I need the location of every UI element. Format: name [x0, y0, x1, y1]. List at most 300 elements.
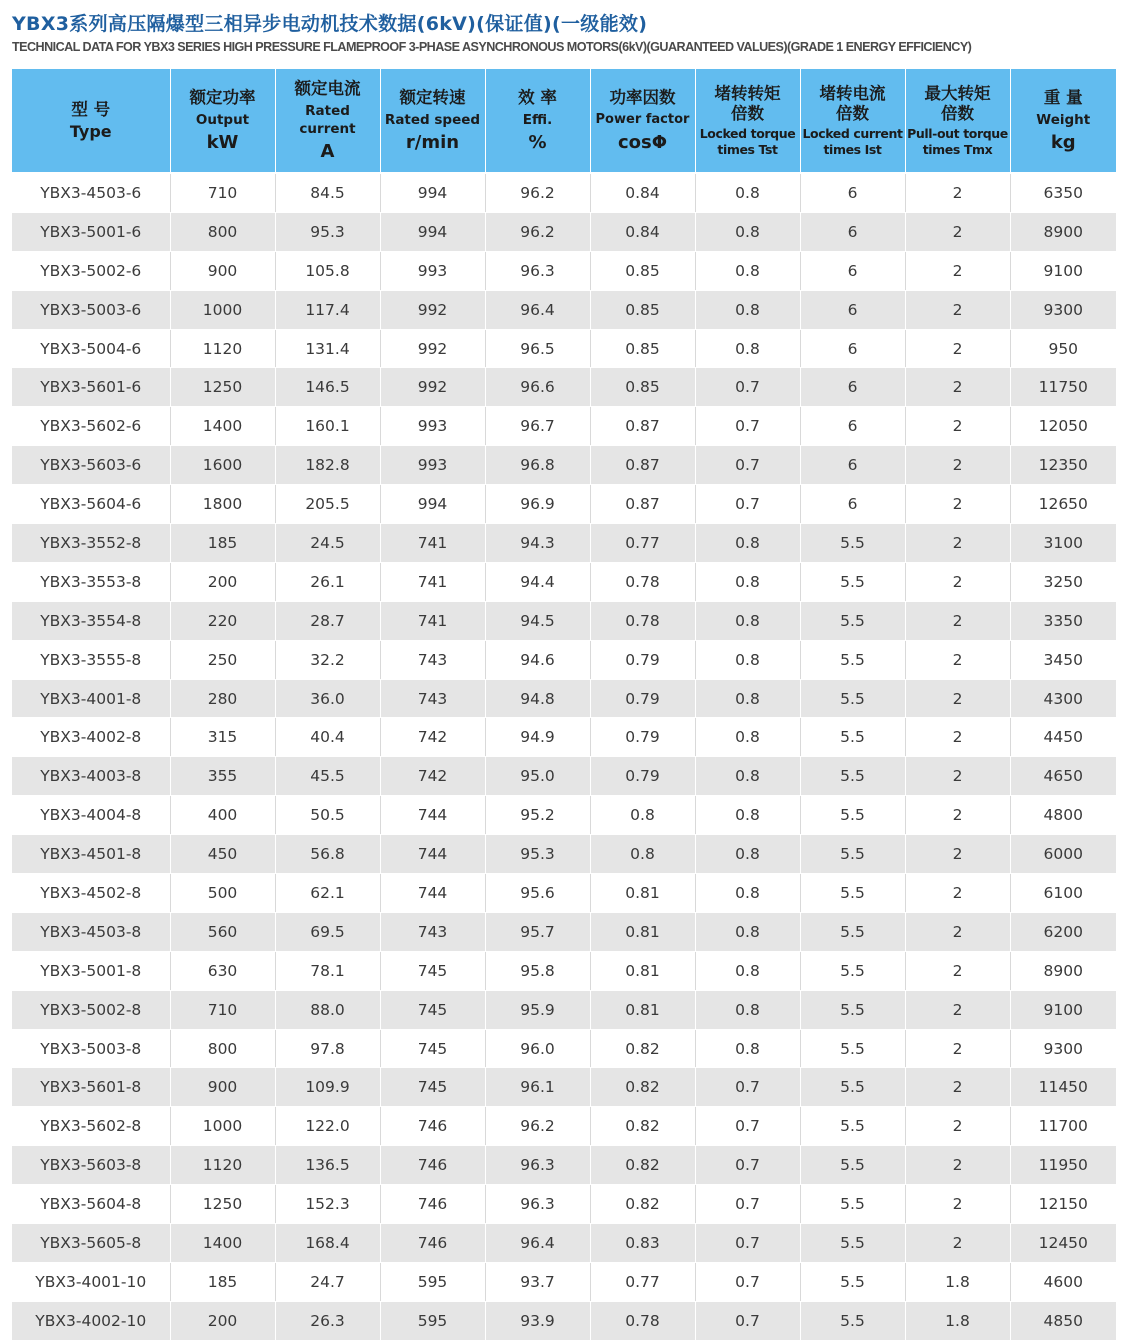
cell-rated-current: 69.5 [275, 912, 380, 951]
cell-weight: 12450 [1010, 1224, 1116, 1263]
cell-type: YBX3-3553-8 [12, 562, 170, 601]
cell-rated-current: 105.8 [275, 251, 380, 290]
cell-locked-torque: 0.7 [695, 446, 800, 485]
cell-weight: 12050 [1010, 407, 1116, 446]
table-row [12, 212, 1116, 251]
page-title: YBX3系列高压隔爆型三相异步电动机技术数据(6kV)(保证值)(一级能效) [12, 13, 648, 35]
cell-pullout-torque: 2 [905, 329, 1010, 368]
cell-rated-speed: 744 [380, 874, 485, 913]
cell-power-factor: 0.82 [590, 1185, 695, 1224]
column-header-en: Locked torque times Tst [699, 125, 796, 157]
column-header-rated-current [275, 69, 380, 173]
table-row [12, 1068, 1116, 1107]
cell-locked-current: 6 [800, 173, 905, 212]
cell-weight: 8900 [1010, 212, 1116, 251]
cell-rated-current: 56.8 [275, 835, 380, 874]
table-row [12, 562, 1116, 601]
cell-pullout-torque: 2 [905, 990, 1010, 1029]
cell-rated-speed: 993 [380, 407, 485, 446]
cell-weight: 9300 [1010, 1029, 1116, 1068]
cell-rated-current: 131.4 [275, 329, 380, 368]
cell-locked-torque: 0.7 [695, 1068, 800, 1107]
table-row [12, 912, 1116, 951]
table-row [12, 796, 1116, 835]
cell-power-factor: 0.81 [590, 951, 695, 990]
cell-efficiency: 94.5 [485, 601, 590, 640]
cell-power-factor: 0.85 [590, 368, 695, 407]
cell-efficiency: 94.6 [485, 640, 590, 679]
cell-pullout-torque: 2 [905, 251, 1010, 290]
cell-rated-current: 117.4 [275, 290, 380, 329]
cell-weight: 4450 [1010, 718, 1116, 757]
cell-locked-torque: 0.8 [695, 679, 800, 718]
cell-efficiency: 96.7 [485, 407, 590, 446]
column-header-locked-torque [695, 69, 800, 173]
cell-efficiency: 95.0 [485, 757, 590, 796]
cell-pullout-torque: 2 [905, 1146, 1010, 1185]
cell-rated-speed: 746 [380, 1224, 485, 1263]
cell-rated-speed: 743 [380, 640, 485, 679]
cell-output: 185 [170, 1262, 275, 1301]
column-header-cn: 堵转转矩倍数 [714, 83, 781, 123]
cell-locked-current: 5.5 [800, 1146, 905, 1185]
cell-output: 220 [170, 601, 275, 640]
cell-locked-torque: 0.8 [695, 1029, 800, 1068]
table-row [12, 1301, 1116, 1340]
cell-type: YBX3-4503-8 [12, 912, 170, 951]
cell-locked-current: 5.5 [800, 1107, 905, 1146]
cell-output: 560 [170, 912, 275, 951]
cell-rated-current: 36.0 [275, 679, 380, 718]
cell-efficiency: 96.2 [485, 1107, 590, 1146]
cell-power-factor: 0.78 [590, 562, 695, 601]
column-header-en: Type [69, 122, 112, 141]
cell-weight: 3250 [1010, 562, 1116, 601]
cell-locked-torque: 0.8 [695, 990, 800, 1029]
cell-rated-current: 40.4 [275, 718, 380, 757]
cell-rated-current: 122.0 [275, 1107, 380, 1146]
column-header-cn: 额定功率 [189, 87, 256, 107]
cell-rated-speed: 741 [380, 601, 485, 640]
cell-weight: 9100 [1010, 990, 1116, 1029]
cell-efficiency: 96.4 [485, 1224, 590, 1263]
cell-output: 315 [170, 718, 275, 757]
cell-efficiency: 96.9 [485, 485, 590, 524]
cell-efficiency: 95.6 [485, 874, 590, 913]
column-header-cn: 重 量 [1043, 87, 1083, 107]
column-header-cn: 功率因数 [609, 87, 676, 107]
cell-pullout-torque: 2 [905, 524, 1010, 563]
cell-pullout-torque: 2 [905, 485, 1010, 524]
cell-locked-torque: 0.8 [695, 562, 800, 601]
cell-pullout-torque: 2 [905, 874, 1010, 913]
cell-locked-torque: 0.8 [695, 718, 800, 757]
table-row [12, 290, 1116, 329]
cell-rated-current: 62.1 [275, 874, 380, 913]
cell-power-factor: 0.87 [590, 407, 695, 446]
cell-rated-speed: 994 [380, 173, 485, 212]
cell-pullout-torque: 2 [905, 1068, 1010, 1107]
cell-pullout-torque: 2 [905, 368, 1010, 407]
cell-output: 200 [170, 562, 275, 601]
cell-rated-speed: 746 [380, 1107, 485, 1146]
cell-output: 1400 [170, 1224, 275, 1263]
cell-type: YBX3-5002-6 [12, 251, 170, 290]
column-header-cn: 最大转矩倍数 [924, 83, 991, 123]
cell-locked-torque: 0.8 [695, 874, 800, 913]
cell-efficiency: 96.2 [485, 173, 590, 212]
cell-weight: 11700 [1010, 1107, 1116, 1146]
cell-rated-current: 78.1 [275, 951, 380, 990]
cell-efficiency: 93.7 [485, 1262, 590, 1301]
cell-pullout-torque: 1.8 [905, 1262, 1010, 1301]
column-header-en: Weight [1036, 111, 1091, 128]
cell-locked-current: 5.5 [800, 640, 905, 679]
cell-locked-current: 5.5 [800, 874, 905, 913]
cell-weight: 4850 [1010, 1301, 1116, 1340]
cell-pullout-torque: 2 [905, 446, 1010, 485]
cell-rated-speed: 742 [380, 757, 485, 796]
cell-locked-current: 6 [800, 290, 905, 329]
cell-power-factor: 0.79 [590, 757, 695, 796]
cell-power-factor: 0.82 [590, 1107, 695, 1146]
column-header-en: Output [195, 111, 250, 128]
cell-rated-current: 45.5 [275, 757, 380, 796]
cell-locked-current: 5.5 [800, 951, 905, 990]
cell-rated-current: 109.9 [275, 1068, 380, 1107]
cell-rated-current: 26.1 [275, 562, 380, 601]
cell-locked-torque: 0.8 [695, 524, 800, 563]
column-header-unit: A [320, 140, 335, 162]
cell-pullout-torque: 2 [905, 835, 1010, 874]
table-body [12, 173, 1116, 1340]
cell-power-factor: 0.81 [590, 874, 695, 913]
cell-power-factor: 0.87 [590, 446, 695, 485]
cell-rated-speed: 994 [380, 485, 485, 524]
cell-efficiency: 95.3 [485, 835, 590, 874]
cell-output: 1250 [170, 1185, 275, 1224]
table-row [12, 173, 1116, 212]
cell-power-factor: 0.77 [590, 524, 695, 563]
cell-weight: 9100 [1010, 251, 1116, 290]
cell-rated-speed: 746 [380, 1146, 485, 1185]
column-header-power-factor [590, 69, 695, 173]
cell-type: YBX3-5001-6 [12, 212, 170, 251]
column-header-cn: 效 率 [518, 87, 557, 107]
cell-weight: 11750 [1010, 368, 1116, 407]
cell-efficiency: 93.9 [485, 1301, 590, 1340]
cell-output: 400 [170, 796, 275, 835]
cell-rated-speed: 746 [380, 1185, 485, 1224]
cell-output: 800 [170, 1029, 275, 1068]
table-row [12, 835, 1116, 874]
cell-locked-current: 6 [800, 329, 905, 368]
cell-output: 250 [170, 640, 275, 679]
column-header-unit: kg [1050, 131, 1076, 153]
cell-locked-torque: 0.8 [695, 640, 800, 679]
cell-locked-current: 5.5 [800, 796, 905, 835]
cell-efficiency: 95.9 [485, 990, 590, 1029]
cell-efficiency: 95.8 [485, 951, 590, 990]
cell-efficiency: 96.6 [485, 368, 590, 407]
cell-output: 710 [170, 990, 275, 1029]
cell-locked-torque: 0.7 [695, 1146, 800, 1185]
cell-rated-speed: 745 [380, 1068, 485, 1107]
cell-weight: 12650 [1010, 485, 1116, 524]
cell-locked-torque: 0.8 [695, 757, 800, 796]
cell-type: YBX3-4502-8 [12, 874, 170, 913]
cell-rated-current: 97.8 [275, 1029, 380, 1068]
cell-rated-current: 205.5 [275, 485, 380, 524]
column-header-en: Locked current times Ist [802, 125, 903, 157]
cell-pullout-torque: 2 [905, 951, 1010, 990]
cell-locked-torque: 0.8 [695, 329, 800, 368]
cell-rated-speed: 742 [380, 718, 485, 757]
cell-locked-current: 6 [800, 212, 905, 251]
cell-output: 1250 [170, 368, 275, 407]
table-row [12, 640, 1116, 679]
cell-rated-current: 88.0 [275, 990, 380, 1029]
cell-type: YBX3-5001-8 [12, 951, 170, 990]
cell-output: 800 [170, 212, 275, 251]
column-header-cn: 型 号 [71, 100, 111, 119]
cell-power-factor: 0.85 [590, 290, 695, 329]
cell-type: YBX3-3554-8 [12, 601, 170, 640]
cell-weight: 4600 [1010, 1262, 1116, 1301]
column-header-en: Effi. [522, 111, 553, 128]
cell-weight: 8900 [1010, 951, 1116, 990]
cell-weight: 4300 [1010, 679, 1116, 718]
cell-rated-current: 160.1 [275, 407, 380, 446]
cell-weight: 4650 [1010, 757, 1116, 796]
cell-rated-speed: 745 [380, 1029, 485, 1068]
cell-rated-current: 28.7 [275, 601, 380, 640]
cell-locked-current: 6 [800, 251, 905, 290]
cell-type: YBX3-3552-8 [12, 524, 170, 563]
cell-power-factor: 0.81 [590, 990, 695, 1029]
cell-output: 710 [170, 173, 275, 212]
column-header-unit: kW [206, 131, 239, 153]
cell-pullout-torque: 2 [905, 1107, 1010, 1146]
cell-pullout-torque: 2 [905, 757, 1010, 796]
cell-locked-current: 5.5 [800, 679, 905, 718]
cell-power-factor: 0.87 [590, 485, 695, 524]
cell-weight: 6200 [1010, 912, 1116, 951]
cell-output: 200 [170, 1301, 275, 1340]
cell-locked-torque: 0.7 [695, 407, 800, 446]
cell-rated-speed: 741 [380, 524, 485, 563]
column-header-cn: 额定电流 [294, 78, 361, 98]
cell-rated-speed: 745 [380, 951, 485, 990]
cell-rated-current: 84.5 [275, 173, 380, 212]
cell-type: YBX3-4004-8 [12, 796, 170, 835]
cell-output: 450 [170, 835, 275, 874]
cell-locked-torque: 0.8 [695, 173, 800, 212]
cell-power-factor: 0.84 [590, 212, 695, 251]
cell-power-factor: 0.84 [590, 173, 695, 212]
cell-weight: 6000 [1010, 835, 1116, 874]
column-header-cn: 堵转电流倍数 [819, 83, 886, 123]
cell-output: 1000 [170, 1107, 275, 1146]
table-row [12, 1224, 1116, 1263]
column-header-output [170, 69, 275, 173]
table-row [12, 1185, 1116, 1224]
table-row [12, 757, 1116, 796]
table-row [12, 601, 1116, 640]
cell-output: 900 [170, 1068, 275, 1107]
cell-type: YBX3-5605-8 [12, 1224, 170, 1263]
cell-locked-current: 5.5 [800, 601, 905, 640]
cell-power-factor: 0.85 [590, 251, 695, 290]
cell-power-factor: 0.79 [590, 718, 695, 757]
cell-type: YBX3-5602-8 [12, 1107, 170, 1146]
cell-power-factor: 0.78 [590, 1301, 695, 1340]
page-subtitle: TECHNICAL DATA FOR YBX3 SERIES HIGH PRESSURE FLAMEPROOF 3-PHASE ASYNCHRONOUS MOTORS(6kV)(GUARANTEED VALUES)(GRADE 1 ENERGY EFFICIENCY) [12, 40, 972, 54]
cell-type: YBX3-5602-6 [12, 407, 170, 446]
cell-type: YBX3-5603-6 [12, 446, 170, 485]
column-header-en: Rated current [299, 102, 356, 137]
cell-type: YBX3-3555-8 [12, 640, 170, 679]
cell-efficiency: 96.8 [485, 446, 590, 485]
cell-power-factor: 0.82 [590, 1068, 695, 1107]
cell-rated-current: 24.5 [275, 524, 380, 563]
table-row [12, 446, 1116, 485]
cell-pullout-torque: 2 [905, 1224, 1010, 1263]
column-header-cn: 额定转速 [399, 87, 466, 107]
cell-locked-current: 5.5 [800, 1224, 905, 1263]
cell-locked-torque: 0.7 [695, 1262, 800, 1301]
column-header-unit: r/min [405, 131, 460, 153]
cell-pullout-torque: 2 [905, 640, 1010, 679]
cell-type: YBX3-5003-8 [12, 1029, 170, 1068]
cell-locked-current: 6 [800, 407, 905, 446]
cell-efficiency: 96.5 [485, 329, 590, 368]
cell-rated-speed: 992 [380, 290, 485, 329]
column-header-type [12, 69, 170, 173]
table-row [12, 1146, 1116, 1185]
cell-output: 630 [170, 951, 275, 990]
cell-type: YBX3-5003-6 [12, 290, 170, 329]
cell-type: YBX3-5601-6 [12, 368, 170, 407]
table-row [12, 368, 1116, 407]
cell-rated-speed: 743 [380, 679, 485, 718]
cell-type: YBX3-5604-6 [12, 485, 170, 524]
cell-rated-speed: 993 [380, 251, 485, 290]
cell-power-factor: 0.81 [590, 912, 695, 951]
cell-pullout-torque: 2 [905, 407, 1010, 446]
cell-efficiency: 96.3 [485, 251, 590, 290]
cell-locked-torque: 0.7 [695, 368, 800, 407]
cell-locked-current: 5.5 [800, 718, 905, 757]
cell-locked-torque: 0.7 [695, 1107, 800, 1146]
cell-type: YBX3-4001-10 [12, 1262, 170, 1301]
cell-efficiency: 96.0 [485, 1029, 590, 1068]
cell-pullout-torque: 1.8 [905, 1301, 1010, 1340]
table-row [12, 524, 1116, 563]
cell-locked-current: 5.5 [800, 990, 905, 1029]
cell-weight: 4800 [1010, 796, 1116, 835]
cell-type: YBX3-5601-8 [12, 1068, 170, 1107]
cell-pullout-torque: 2 [905, 173, 1010, 212]
table-row [12, 485, 1116, 524]
cell-output: 1400 [170, 407, 275, 446]
cell-efficiency: 95.2 [485, 796, 590, 835]
cell-rated-speed: 993 [380, 446, 485, 485]
column-header-en: Pull-out torque times Tmx [907, 125, 1008, 157]
cell-type: YBX3-4501-8 [12, 835, 170, 874]
cell-weight: 11450 [1010, 1068, 1116, 1107]
cell-rated-current: 95.3 [275, 212, 380, 251]
cell-rated-speed: 595 [380, 1262, 485, 1301]
cell-output: 1800 [170, 485, 275, 524]
cell-pullout-torque: 2 [905, 562, 1010, 601]
cell-efficiency: 95.7 [485, 912, 590, 951]
cell-type: YBX3-5603-8 [12, 1146, 170, 1185]
cell-output: 1120 [170, 329, 275, 368]
cell-pullout-torque: 2 [905, 601, 1010, 640]
cell-locked-current: 6 [800, 485, 905, 524]
cell-efficiency: 94.3 [485, 524, 590, 563]
cell-efficiency: 96.3 [485, 1185, 590, 1224]
cell-locked-current: 5.5 [800, 1029, 905, 1068]
table-row [12, 874, 1116, 913]
cell-output: 355 [170, 757, 275, 796]
cell-type: YBX3-4002-10 [12, 1301, 170, 1340]
cell-locked-current: 5.5 [800, 1262, 905, 1301]
cell-locked-current: 5.5 [800, 757, 905, 796]
table-row [12, 1262, 1116, 1301]
cell-output: 1120 [170, 1146, 275, 1185]
cell-type: YBX3-5002-8 [12, 990, 170, 1029]
cell-pullout-torque: 2 [905, 212, 1010, 251]
column-header-rated-speed [380, 69, 485, 173]
cell-type: YBX3-4503-6 [12, 173, 170, 212]
cell-rated-current: 24.7 [275, 1262, 380, 1301]
cell-locked-torque: 0.8 [695, 601, 800, 640]
cell-locked-torque: 0.8 [695, 251, 800, 290]
cell-efficiency: 96.4 [485, 290, 590, 329]
cell-weight: 3350 [1010, 601, 1116, 640]
cell-pullout-torque: 2 [905, 679, 1010, 718]
cell-rated-current: 152.3 [275, 1185, 380, 1224]
cell-pullout-torque: 2 [905, 796, 1010, 835]
cell-rated-speed: 992 [380, 368, 485, 407]
cell-efficiency: 94.4 [485, 562, 590, 601]
cell-rated-current: 26.3 [275, 1301, 380, 1340]
cell-locked-torque: 0.7 [695, 1185, 800, 1224]
cell-rated-current: 146.5 [275, 368, 380, 407]
cell-weight: 12150 [1010, 1185, 1116, 1224]
table-header-row [12, 69, 1116, 173]
cell-locked-current: 6 [800, 368, 905, 407]
cell-efficiency: 96.2 [485, 212, 590, 251]
column-header-unit: % [528, 131, 547, 153]
technical-data-table [12, 69, 1116, 1341]
cell-locked-torque: 0.7 [695, 1301, 800, 1340]
table-row [12, 407, 1116, 446]
cell-type: YBX3-5604-8 [12, 1185, 170, 1224]
cell-power-factor: 0.79 [590, 679, 695, 718]
cell-rated-speed: 743 [380, 912, 485, 951]
cell-weight: 3100 [1010, 524, 1116, 563]
cell-type: YBX3-4002-8 [12, 718, 170, 757]
cell-output: 900 [170, 251, 275, 290]
cell-power-factor: 0.8 [590, 796, 695, 835]
cell-weight: 3450 [1010, 640, 1116, 679]
column-header-unit: cosΦ [617, 131, 668, 153]
cell-rated-current: 168.4 [275, 1224, 380, 1263]
cell-power-factor: 0.83 [590, 1224, 695, 1263]
